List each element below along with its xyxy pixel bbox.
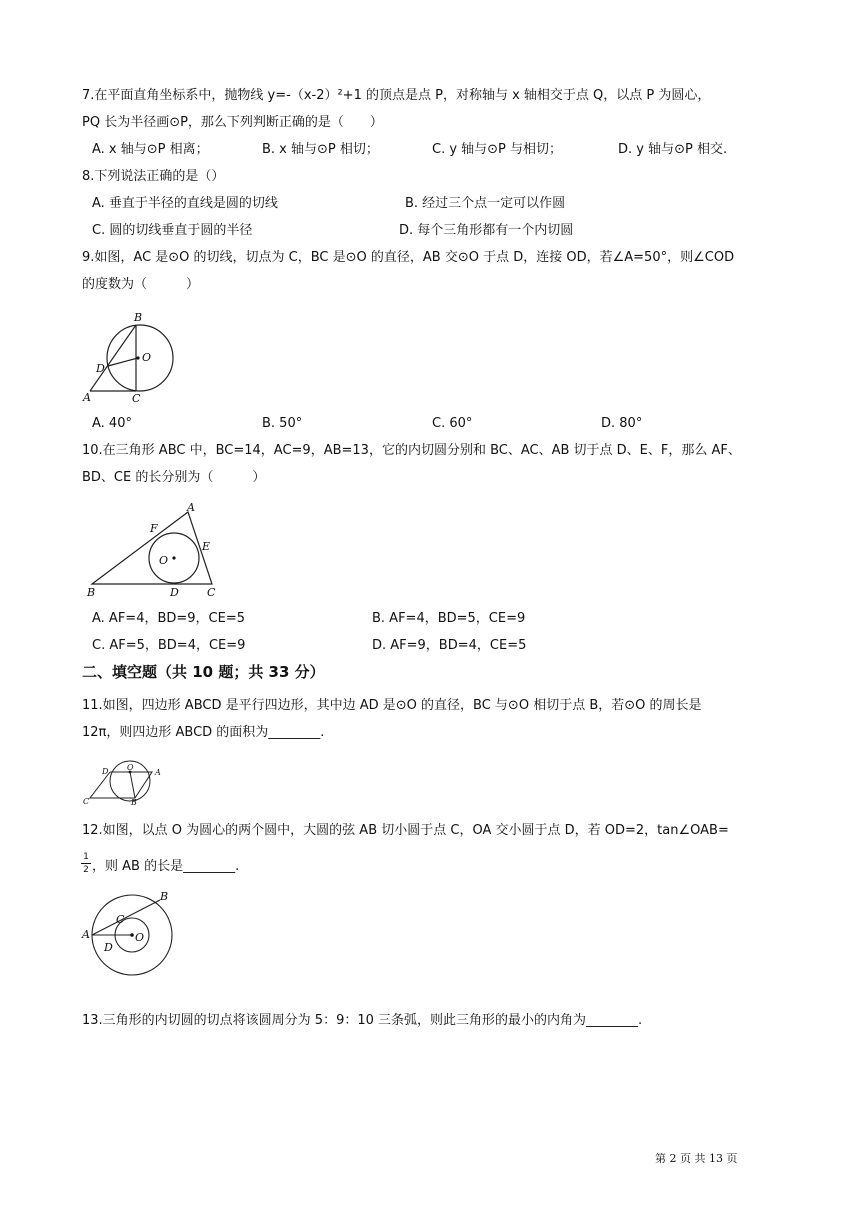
q7-option-b: B. x 轴与⊙P 相切； bbox=[262, 142, 379, 157]
q12-line1: 12.如图，以点 O 为圆心的两个圆中，大圆的弦 AB 切小圆于点 C，OA 交小圆于点 D，若 OD=2，tan∠OAB= bbox=[82, 823, 729, 838]
q11-label-c: C bbox=[83, 797, 90, 806]
section-title: 二、填空题（共 10 题；共 33 分） bbox=[82, 663, 325, 681]
q9-option-a: A. 40° bbox=[92, 416, 132, 431]
q10-line1: 10.在三角形 ABC 中，BC=14，AC=9，AB=13，它的内切圆分别和 BC、AC、AB 切于点 D、E、F，那么 AF、 bbox=[82, 443, 741, 458]
q10-figure bbox=[84, 500, 224, 600]
q9-line2: 的度数为（ ） bbox=[82, 277, 200, 292]
q9-label-c: C bbox=[132, 392, 141, 404]
q10-label-a: A bbox=[187, 501, 195, 514]
q10-option-b: B. AF=4，BD=5，CE=9 bbox=[372, 611, 526, 626]
q7-option-d: D. y 轴与⊙P 相交. bbox=[618, 142, 728, 157]
q9-label-o: O bbox=[142, 351, 152, 364]
q12-label-o: O bbox=[135, 931, 145, 944]
q12-line2: ，则 AB 的长是________. bbox=[92, 859, 240, 874]
q11-label-a: A bbox=[155, 768, 161, 777]
q8-line1: 8.下列说法正确的是（） bbox=[82, 169, 225, 184]
q10-option-a: A. AF=4，BD=9，CE=5 bbox=[92, 611, 246, 626]
q13-line1: 13.三角形的内切圆的切点将该圆周分为 5：9：10 三条弧，则此三角形的最小的内角为________. bbox=[82, 1013, 643, 1028]
q11-label-d: D bbox=[102, 767, 109, 776]
q10-option-d: D. AF=9，BD=4，CE=5 bbox=[372, 638, 527, 653]
q12-label-a: A bbox=[82, 928, 90, 941]
q10-label-c: C bbox=[207, 586, 216, 599]
q10-line2: BD、CE 的长分别为（ ） bbox=[82, 470, 266, 485]
q11-line1: 11.如图，四边形 ABCD 是平行四边形，其中边 AD 是⊙O 的直径，BC 与⊙O 相切于点 B，若⊙O 的周长是 bbox=[82, 698, 702, 713]
q12-fraction-bar bbox=[81, 863, 91, 864]
q9-label-b: B bbox=[134, 311, 143, 324]
q9-option-d: D. 80° bbox=[601, 416, 643, 431]
q10-label-f: F bbox=[150, 522, 158, 535]
q9-circle bbox=[107, 325, 173, 391]
q8-option-b: B. 经过三个点一定可以作圆 bbox=[405, 196, 566, 211]
q7-option-c: C. y 轴与⊙P 与相切； bbox=[432, 142, 563, 157]
q12-fraction-denominator: 2 bbox=[83, 865, 89, 875]
q7-line1: 7.在平面直角坐标系中，抛物线 y=-（x-2）²+1 的顶点是点 P，对称轴与 x 轴相交于点 Q，以点 P 为圆心， bbox=[82, 88, 711, 103]
q12-label-c: C bbox=[116, 913, 125, 926]
q12-label-b: B bbox=[160, 890, 169, 903]
q7-line2: PQ 长为半径画⊙P，那么下列判断正确的是（ ） bbox=[82, 115, 383, 130]
q9-line1: 9.如图，AC 是⊙O 的切线，切点为 C，BC 是⊙O 的直径，AB 交⊙O 于点 D，连接 OD，若∠A=50°，则∠COD bbox=[82, 250, 735, 265]
q11-parallelogram bbox=[90, 772, 152, 798]
q11-label-b: B bbox=[131, 798, 137, 807]
q10-label-b: B bbox=[87, 586, 96, 599]
q12-figure bbox=[80, 888, 180, 980]
q12-label-d: D bbox=[104, 941, 113, 954]
q11-line2: 12π，则四边形 ABCD 的面积为________. bbox=[82, 725, 325, 740]
q11-label-o: O bbox=[127, 763, 134, 772]
q10-label-e: E bbox=[202, 540, 211, 553]
q8-option-d: D. 每个三角形都有一个内切圆 bbox=[399, 223, 574, 238]
q9-label-a: A bbox=[83, 391, 91, 404]
q9-figure bbox=[80, 308, 180, 404]
q12-fraction-numerator: 1 bbox=[83, 852, 89, 862]
q12-center-dot bbox=[130, 933, 134, 937]
q11-radius-ob bbox=[130, 772, 135, 798]
q10-label-o: O bbox=[159, 554, 169, 567]
q8-option-a: A. 垂直于半径的直线是圆的切线 bbox=[92, 196, 278, 211]
q9-label-d: D bbox=[96, 362, 105, 375]
q10-center-dot bbox=[172, 556, 175, 559]
q7-option-a: A. x 轴与⊙P 相离； bbox=[92, 142, 209, 157]
q11-figure bbox=[80, 758, 170, 808]
q12-fraction bbox=[81, 852, 91, 875]
q12-chord-ab bbox=[92, 900, 160, 935]
q8-option-c: C. 圆的切线垂直于圆的半径 bbox=[92, 223, 253, 238]
q9-center-dot bbox=[136, 356, 139, 359]
q9-option-b: B. 50° bbox=[262, 416, 303, 431]
q10-label-d: D bbox=[170, 586, 179, 599]
page-footer: 第 2 页 共 13 页 bbox=[655, 1152, 738, 1165]
q10-option-c: C. AF=5，BD=4，CE=9 bbox=[92, 638, 246, 653]
q9-line-ab bbox=[90, 325, 136, 391]
q9-option-c: C. 60° bbox=[432, 416, 473, 431]
